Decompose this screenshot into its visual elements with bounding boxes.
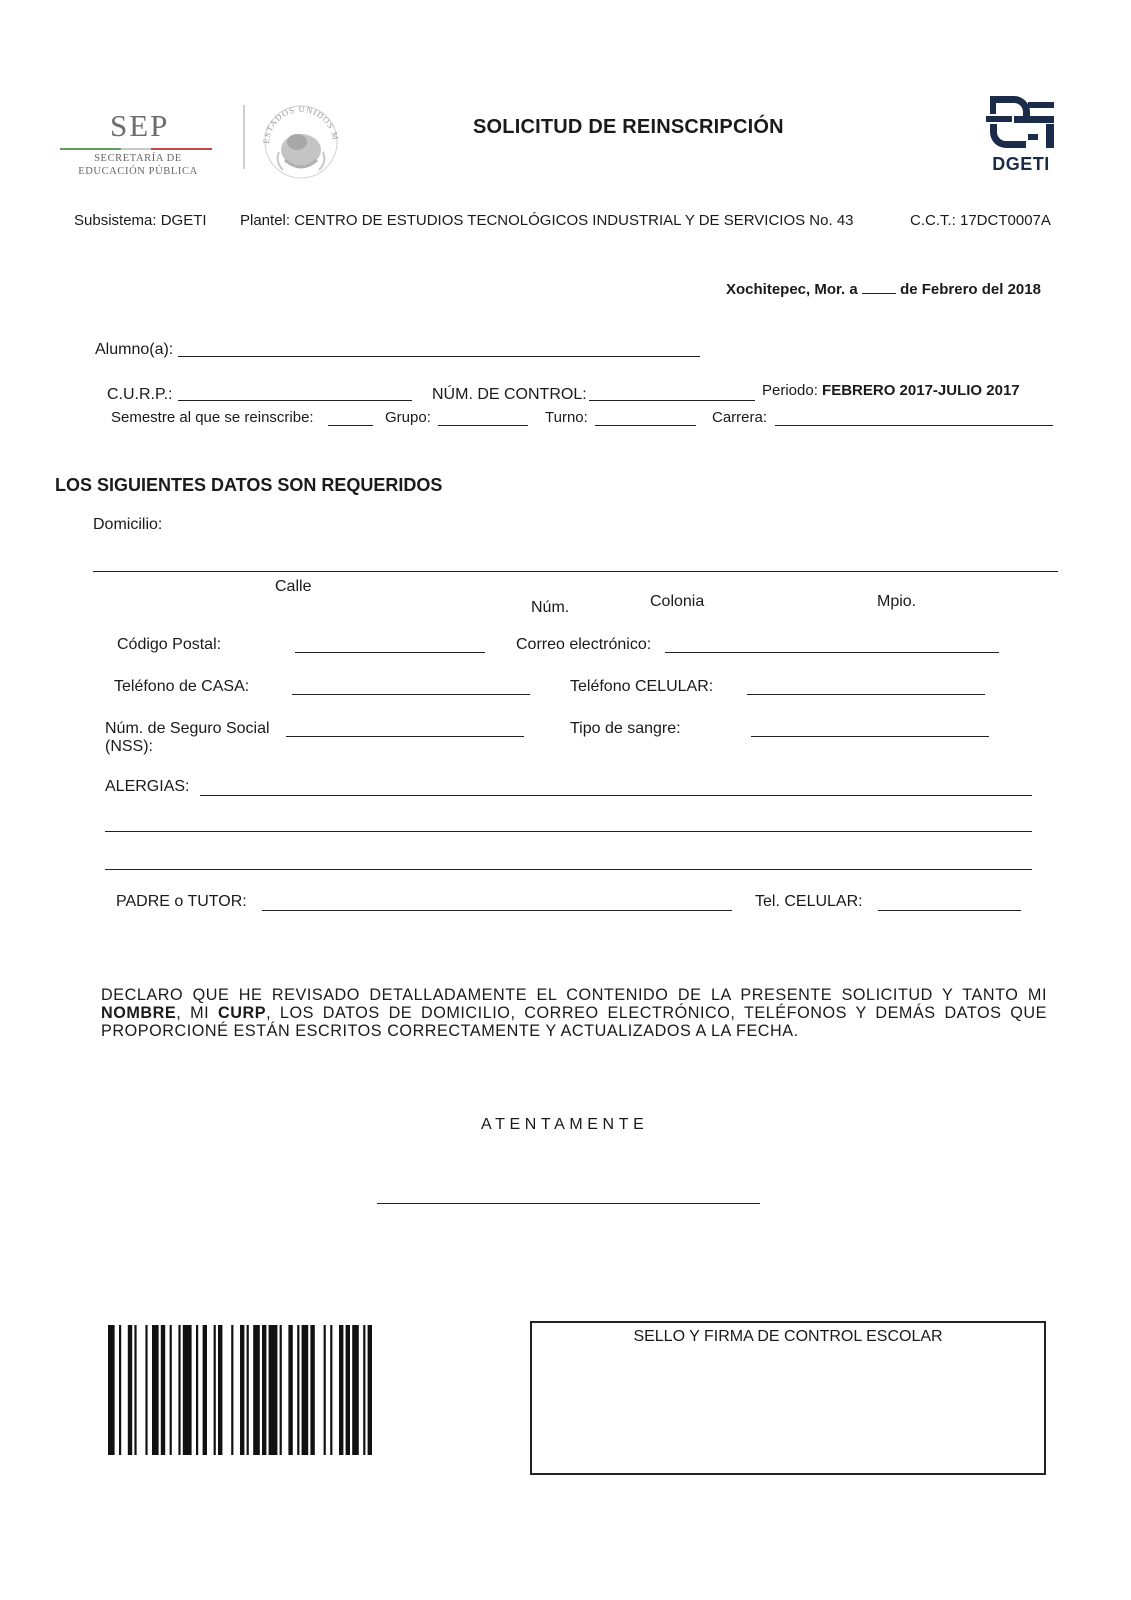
calle-caption: Calle — [275, 578, 312, 595]
turno-field[interactable] — [595, 425, 696, 426]
alergias-label: ALERGIAS: — [105, 778, 190, 795]
barcode-icon — [108, 1325, 466, 1455]
tel-celular-label: Teléfono CELULAR: — [570, 678, 714, 695]
codigo-postal-label: Código Postal: — [117, 636, 222, 653]
correo-label: Correo electrónico: — [516, 636, 652, 653]
required-heading: LOS SIGUIENTES DATOS SON REQUERIDOS — [55, 475, 443, 495]
turno-label: Turno: — [545, 409, 588, 426]
alumno-field[interactable] — [178, 356, 700, 357]
domicilio-label: Domicilio: — [93, 516, 163, 533]
num-control-field[interactable] — [589, 400, 755, 401]
declaration-curp: CURP — [217, 1004, 267, 1022]
dgeti-logo-icon — [984, 94, 1058, 154]
curp-field[interactable] — [178, 400, 412, 401]
padre-label: PADRE o TUTOR: — [116, 893, 247, 910]
colonia-caption: Colonia — [650, 593, 705, 610]
seal-text: ESTADOS UNIDOS M — [260, 103, 341, 145]
nss-label — [105, 720, 270, 756]
stamp-label: SELLO Y FIRMA DE CONTROL ESCOLAR — [633, 1328, 943, 1345]
periodo-label: Periodo: — [762, 382, 818, 399]
alumno-label: Alumno(a): — [95, 341, 174, 358]
date-month-year: de Febrero del 2018 — [900, 281, 1041, 298]
num-control-label: NÚM. DE CONTROL: — [432, 386, 587, 403]
sep-logo-text: SEP — [110, 108, 170, 143]
page-title: SOLICITUD DE REINSCRIPCIÓN — [473, 116, 784, 138]
date-city: Xochitepec, Mor. a — [726, 281, 858, 298]
declaration-part2: , MI — [176, 1004, 218, 1022]
tel-casa-field[interactable] — [292, 694, 530, 695]
periodo-value: FEBRERO 2017-JULIO 2017 — [822, 382, 1020, 399]
carrera-field[interactable] — [775, 425, 1053, 426]
sep-logo-line2: EDUCACIÓN PÚBLICA — [78, 166, 198, 177]
tel-cel-padre-field[interactable] — [878, 910, 1021, 911]
sep-logo-sub — [68, 152, 208, 178]
plantel-text: Plantel: CENTRO DE ESTUDIOS TECNOLÓGICOS INDUSTRIAL Y DE SERVICIOS No. 43 — [240, 212, 854, 229]
declaration-nombre: NOMBRE — [101, 1004, 177, 1022]
alergias-field-3[interactable] — [105, 869, 1032, 870]
tel-celular-field[interactable] — [747, 694, 985, 695]
dgeti-logo — [984, 94, 1058, 178]
alergias-field-2[interactable] — [105, 831, 1032, 832]
stamp-box — [530, 1321, 1046, 1475]
cct-text: C.C.T.: 17DCT0007A — [910, 212, 1051, 229]
tel-casa-label: Teléfono de CASA: — [114, 678, 250, 695]
padre-field[interactable] — [262, 910, 732, 911]
periodo — [762, 382, 1020, 399]
grupo-field[interactable] — [438, 425, 528, 426]
domicilio-field[interactable] — [93, 571, 1058, 572]
curp-label: C.U.R.P.: — [107, 386, 173, 403]
alergias-field-1[interactable] — [200, 795, 1032, 796]
semestre-label: Semestre al que se reinscribe: — [111, 409, 314, 426]
num-caption: Núm. — [531, 599, 570, 616]
codigo-postal-field[interactable] — [295, 652, 485, 653]
date-line — [726, 281, 1041, 298]
sep-logo-stripe — [60, 148, 212, 150]
atentamente-text: ATENTAMENTE — [481, 1116, 649, 1133]
date-day-blank[interactable] — [862, 281, 896, 294]
semestre-field[interactable] — [328, 425, 373, 426]
tipo-sangre-field[interactable] — [751, 736, 989, 737]
mexican-coat-of-arms-icon — [257, 96, 345, 184]
carrera-label: Carrera: — [712, 409, 768, 426]
nss-field[interactable] — [286, 736, 524, 737]
grupo-label: Grupo: — [385, 409, 431, 426]
subsistema-text: Subsistema: DGETI — [74, 212, 207, 229]
declaration — [101, 986, 1047, 1040]
correo-field[interactable] — [665, 652, 999, 653]
signature-field[interactable] — [377, 1203, 760, 1204]
declaration-part1: DECLARO QUE HE REVISADO DETALLADAMENTE EL CONTENIDO DE LA PRESENTE SOLICITUD Y TANTO MI — [101, 986, 1047, 1004]
header-divider — [243, 105, 245, 169]
declaration-part3: , LOS DATOS DE DOMICILIO, CORREO ELECTRÓNICO, TELÉFONOS Y DEMÁS DATOS QUE PROPORCIONÉ ESTÁN ESCRITOS CORRECTAMENTE Y ACTUALIZADOS A LA FECHA. — [101, 1004, 1047, 1040]
tipo-sangre-label: Tipo de sangre: — [570, 720, 681, 737]
sep-logo — [60, 108, 220, 180]
tel-cel-padre-label: Tel. CELULAR: — [755, 893, 863, 910]
nss-label-line1: Núm. de Seguro Social — [105, 720, 270, 737]
sep-logo-line1: SECRETARÍA DE — [94, 153, 182, 164]
mpio-caption: Mpio. — [877, 593, 917, 610]
dgeti-logo-label: DGETI — [992, 154, 1050, 174]
nss-label-line2: (NSS): — [105, 738, 153, 755]
